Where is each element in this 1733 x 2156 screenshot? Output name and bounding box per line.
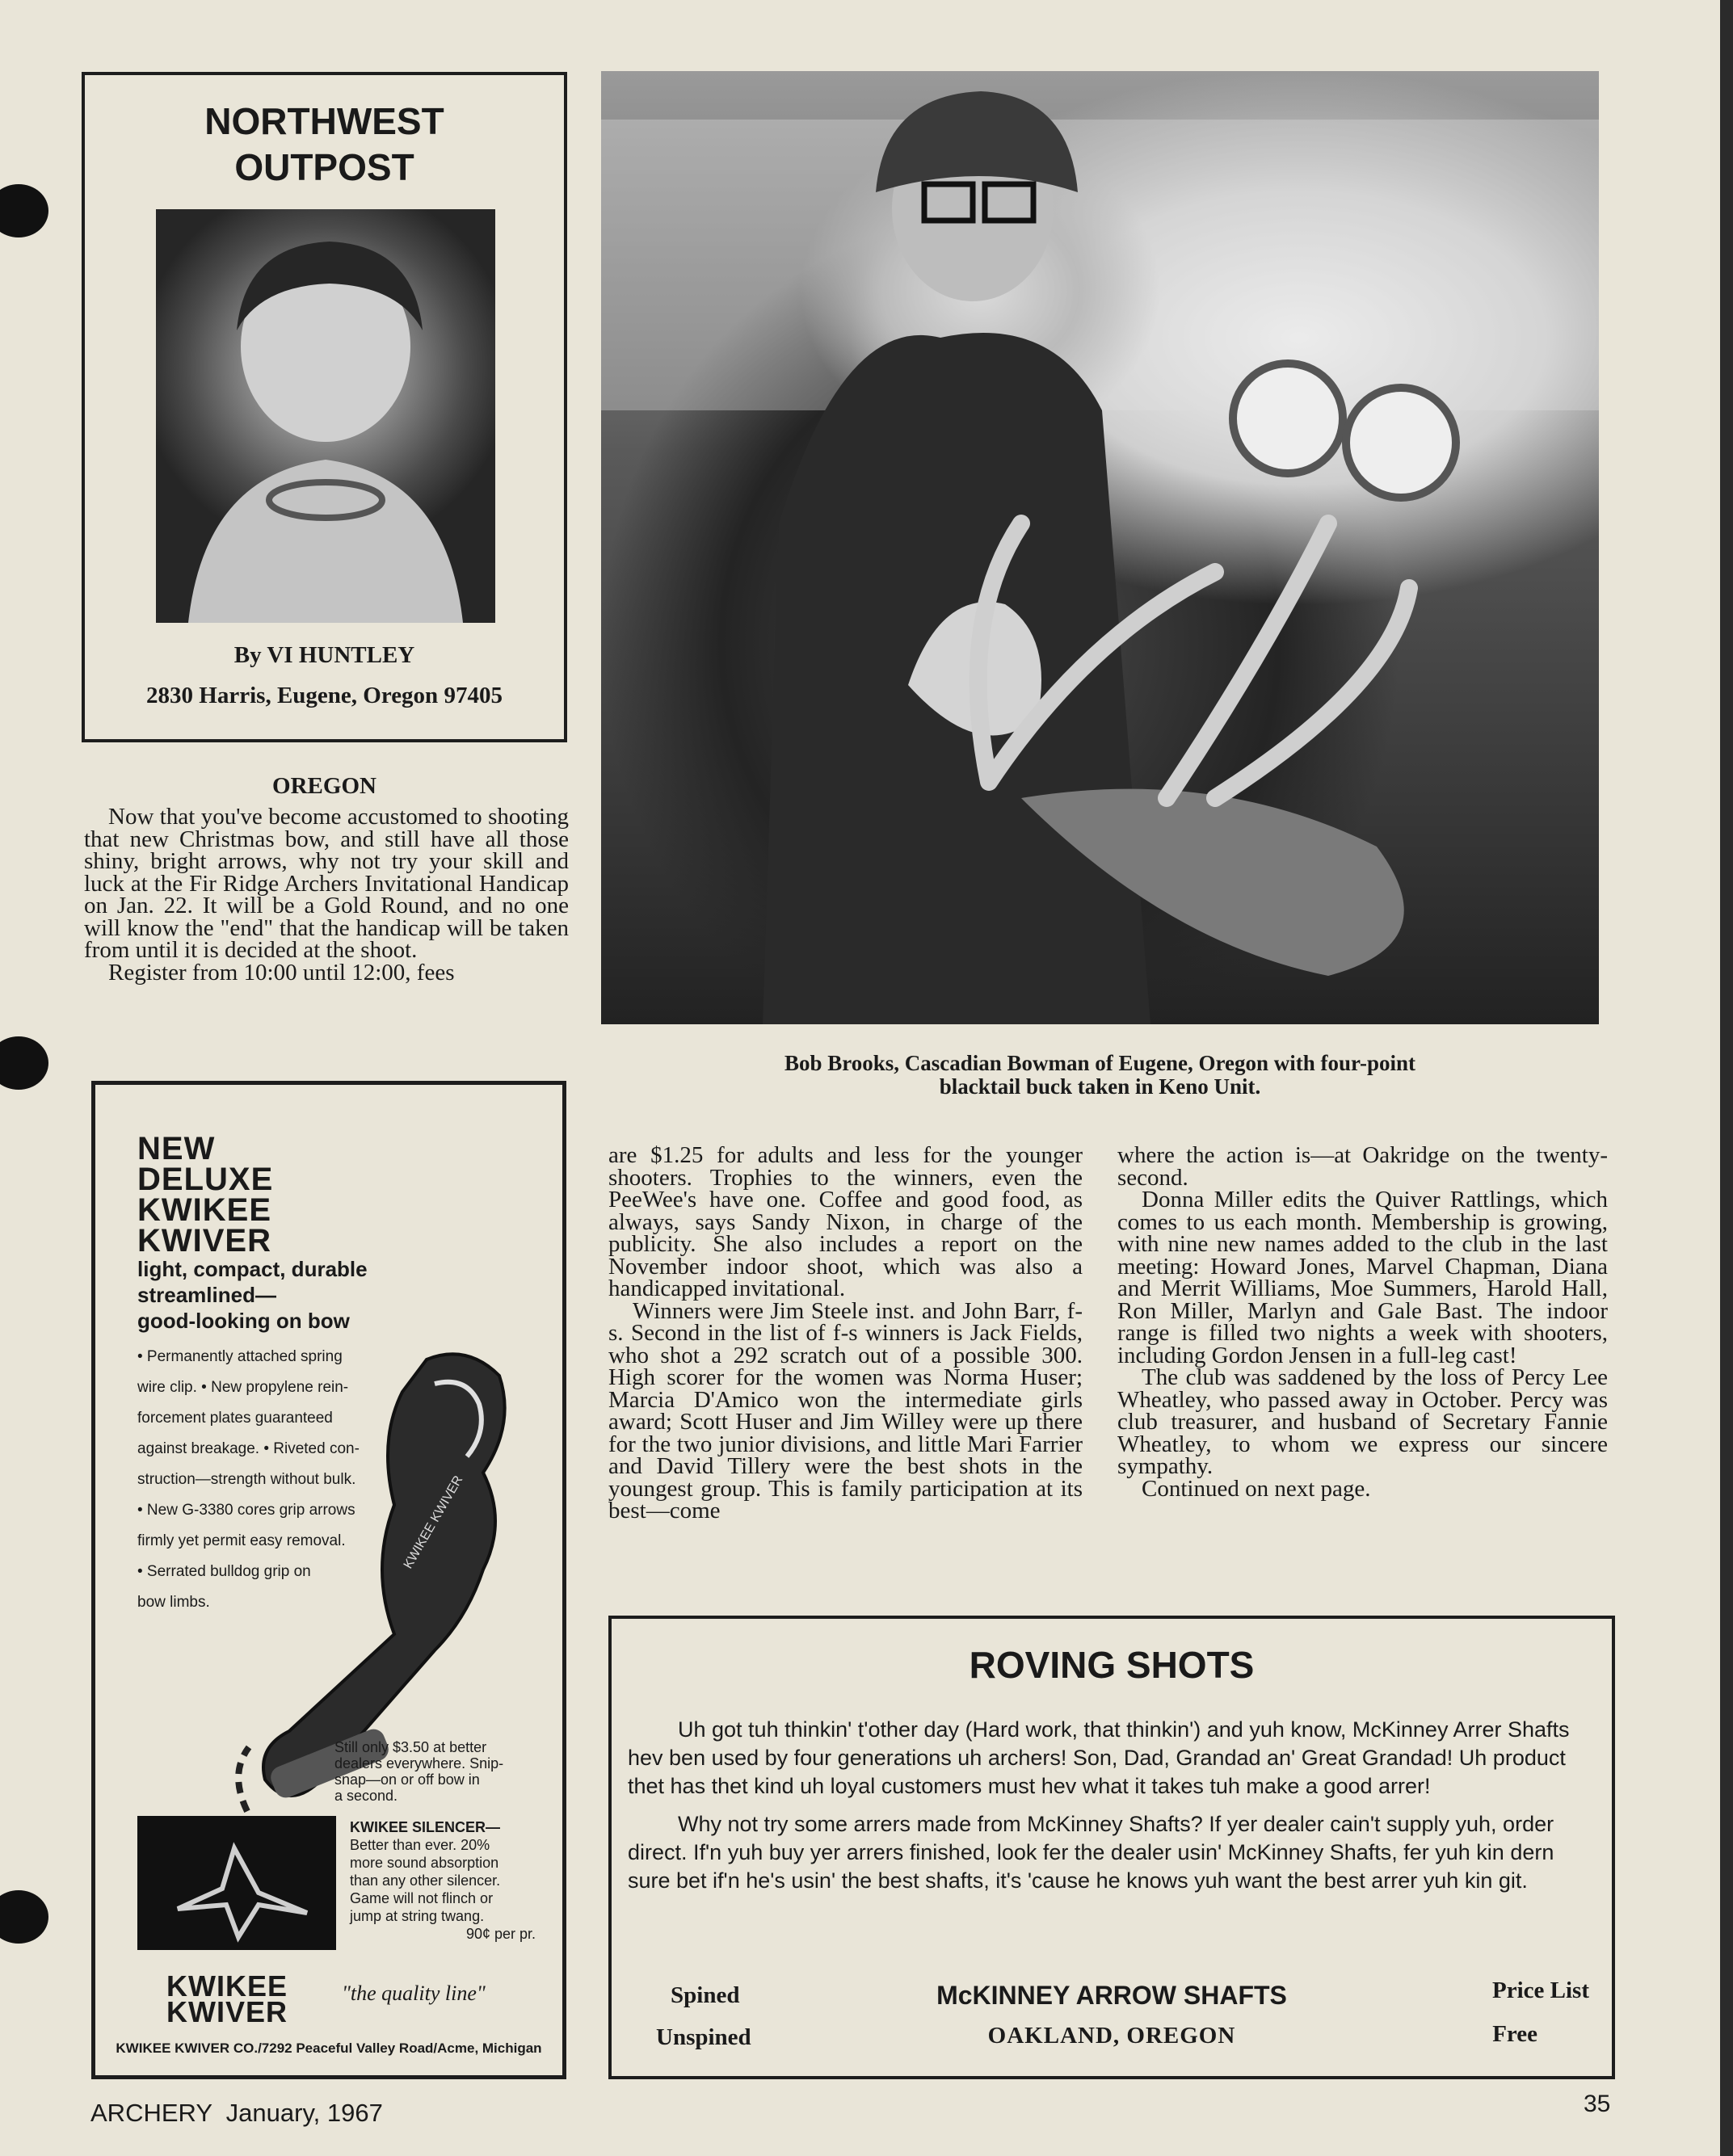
continued-note: Continued on next page. [1142, 1475, 1371, 1502]
hunter-photo [601, 71, 1599, 1024]
roving-shots-body [628, 1716, 1601, 1895]
photo-caption-line1: Bob Brooks, Cascadian Bowman of Eugene, Oregon with four-point [784, 1051, 1416, 1075]
ad-price-note [334, 1739, 503, 1804]
photo-caption [601, 1052, 1599, 1099]
silencer-line: Game will not flinch or [350, 1890, 494, 1906]
roving-shots-ad [608, 1616, 1615, 2079]
ad-feature-line: struction—strength without bulk. [137, 1471, 356, 1488]
roving-location: OAKLAND, OREGON [987, 2023, 1236, 2049]
ad-company-address: KWIKEE KWIVER CO./7292 Peaceful Valley Road/Acme, Michigan [116, 2040, 542, 2056]
silencer-title: KWIKEE SILENCER— [350, 1819, 501, 1835]
silencer-photo [137, 1816, 336, 1950]
silencer-shape [137, 1816, 336, 1950]
article-paragraph: Now that you've become accustomed to shooting that new Christmas bow, and still have all those shiny, bright arrows, why not try your skill and luck at the Fir Ridge Archers Invitational Handicap on Jan. 22. It will be a Gold Round, and no one will know the "end" that the handicap will be taken from until it is decided at the shoot. [84, 804, 569, 963]
silencer-line: Better than ever. 20% [350, 1837, 490, 1853]
ad-subhead [137, 1256, 368, 1334]
ad-feature-line: against breakage. • Riveted con- [137, 1440, 360, 1457]
article-paragraph: are $1.25 for adults and less for the younger shooters. Trophies to the winners, even the PeeWee's have one. Coffee and good food, as always, says Sandy Nixon, in charge of the publicity. She also includes a report on the November indoor shoot, which was also a handicapped invitational. [608, 1142, 1083, 1301]
column-title-line1: NORTHWEST [204, 100, 444, 142]
ad-feature-line: firmly yet permit easy removal. [137, 1532, 346, 1549]
roving-left-top: Spined [671, 1982, 740, 2008]
roving-right-top: Price List [1492, 1977, 1589, 2003]
ad-feature-line: • Serrated bulldog grip on [137, 1563, 311, 1580]
ad-price-line: Still only $3.50 at better [334, 1739, 487, 1755]
ad-headline-line: DELUXE [137, 1162, 274, 1197]
article-paragraph: Donna Miller edits the Quiver Rattlings, which comes to us each month. Membership is growing, with nine new names added to the club in the last meeting: Howard Jones, Marvel Chapman, Diana and Merrit Williams, Moe Summers, Harold Hall, Ron Miller, Marlyn and Gale Bast. The indoor range is filled two nights a week with shooters, including Gordon Jensen in a full-leg cast! [1117, 1187, 1608, 1368]
roving-paragraph: Uh got tuh thinkin' t'other day (Hard work, that thinkin') and yuh know, McKinney Arrer Shafts hev ben used by four generations uh archers! Son, Dad, Grandad an' Great Grandad! Uh product thet has thet kind uh loyal customers must hev what it takes tuh make a good arrer! [628, 1717, 1570, 1798]
author-address: 2830 Harris, Eugene, Oregon 97405 [146, 683, 503, 708]
roving-shots-title: ROVING SHOTS [969, 1644, 1255, 1686]
roving-right-bottom: Free [1492, 2021, 1537, 2047]
article-column-2 [608, 1142, 1083, 1523]
portrait-figure [156, 209, 495, 623]
silencer-line: than any other silencer. [350, 1872, 501, 1889]
ad-brand-line: KWIVER [166, 1995, 288, 2028]
binder-hole-top [0, 184, 48, 237]
column-title-line2: OUTPOST [234, 146, 414, 188]
author-byline: By VI HUNTLEY [233, 642, 415, 668]
ad-headline-line: KWIVER [137, 1223, 271, 1259]
photo-caption-line2: blacktail buck taken in Keno Unit. [939, 1074, 1261, 1099]
ad-feature-line: • New G-3380 cores grip arrows [137, 1502, 355, 1519]
roving-paragraph: Why not try some arrers made from McKinney Shafts? If yer dealer cain't supply yuh, order direct. If'n yuh buy yer arrers finished, look fer the dealer usin' McKinney Shafts, fer yuh kin dern sure bet if'n he's usin' the best shafts, it's 'cause he knows yuh want the best arrer yuh kin git. [628, 1812, 1554, 1893]
ad-headline [137, 1131, 274, 1259]
ad-subhead-line: good-looking on bow [137, 1309, 350, 1333]
silencer-copy [350, 1818, 544, 1943]
footer-publication: ARCHERY January, 1967 [90, 2099, 383, 2127]
ad-headline-line: NEW [137, 1131, 216, 1166]
ad-subhead-line: streamlined— [137, 1283, 276, 1307]
roving-company: McKINNEY ARROW SHAFTS [936, 1981, 1287, 2010]
article-column-1 [84, 806, 569, 984]
binder-hole-bottom [0, 1890, 48, 1944]
silencer-price: 90¢ per pr. [465, 1926, 536, 1942]
article-paragraph: where the action is—at Oakridge on the twenty-second. [1117, 1142, 1608, 1191]
section-heading: OREGON [272, 773, 376, 799]
article-paragraph: Winners were Jim Steele inst. and John Barr, f-s. Second in the list of f-s winners is Jack Fields, who shot a 292 scratch out of a possible 300. High scorer for the women was Norma Huser; Marcia D'Amico won the intermediate girls award; Scott Huser and Jim Willey were up there for the two junior divisions, and little Mari Farrier and David Tillery were the best shots in the youngest group. This is family participation at its best—come [608, 1297, 1083, 1523]
ad-headline-line: KWIKEE [137, 1192, 271, 1228]
kwikee-ad [91, 1081, 566, 2079]
ad-feature-line: • Permanently attached spring [137, 1348, 343, 1365]
ad-feature-line: bow limbs. [137, 1594, 210, 1611]
ad-tagline: "the quality line" [342, 1982, 486, 2005]
hunter-photo-scene [601, 71, 1599, 1024]
ad-subhead-line: light, compact, durable [137, 1257, 368, 1281]
article-column-3 [1117, 1142, 1608, 1502]
page-number: 35 [1584, 2091, 1611, 2117]
ad-feature-line: forcement plates guaranteed [137, 1410, 333, 1427]
ad-price-line: dealers everywhere. Snip- [334, 1755, 504, 1771]
quiver-product-label: KWIKEE KWIVER [401, 1473, 466, 1571]
author-portrait [156, 209, 495, 623]
silencer-line: jump at string twang. [350, 1908, 485, 1924]
ad-feature-line: wire clip. • New propylene rein- [137, 1379, 349, 1396]
ad-price-line: snap—on or off bow in [334, 1771, 480, 1788]
article-paragraph: The club was saddened by the loss of Percy Lee Wheatley, who passed away in October. Percy was club treasurer, and husband of Secretary Fannie Wheatley, to whom we express our sincere sympathy. [1117, 1364, 1608, 1479]
binder-hole-middle [0, 1036, 48, 1090]
roving-left-bottom: Unspined [656, 2024, 751, 2050]
ad-brand-line: KWIKEE [166, 1969, 288, 2003]
column-header-box [82, 72, 567, 742]
silencer-line: more sound absorption [350, 1855, 499, 1871]
article-paragraph: Register from 10:00 until 12:00, fees [108, 959, 455, 986]
ad-brand-logo [166, 1969, 288, 2028]
page-edge [1720, 0, 1733, 2156]
ad-price-line: a second. [334, 1788, 398, 1804]
